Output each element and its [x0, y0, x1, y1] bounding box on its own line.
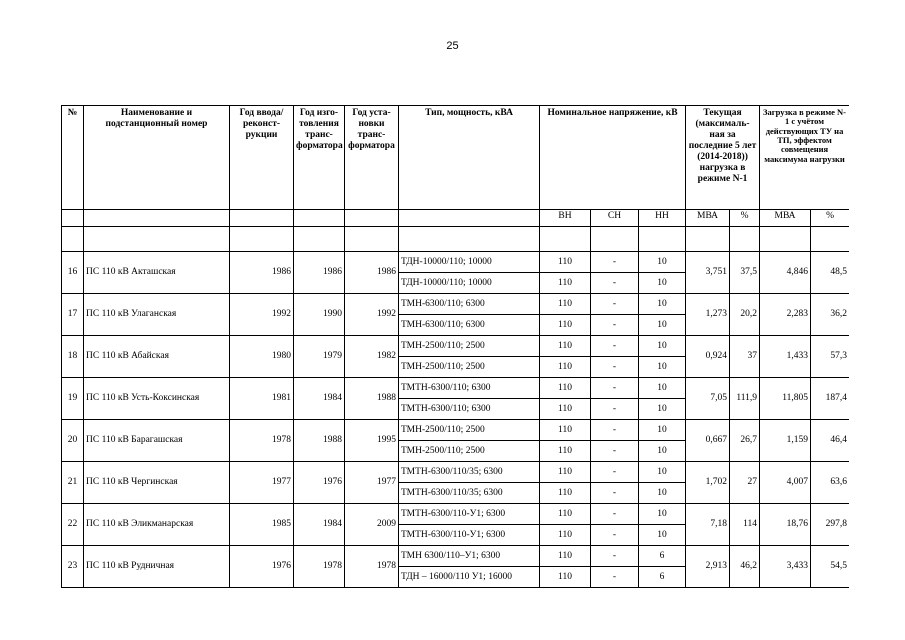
- substation-table-wrap: [61, 105, 849, 640]
- transformer-2-type: ТДН – 16000/110 У1; 16000: [399, 567, 540, 588]
- transformer-2-type: ТМТН-6300/110-У1; 6300: [399, 525, 540, 546]
- year-install-cell: 1995: [345, 420, 399, 462]
- substation-name: ПС 110 кВ Рудничная: [84, 546, 230, 588]
- header-sn: СН: [591, 210, 639, 227]
- vn-cell: 110: [540, 504, 591, 525]
- sn-cell: -: [591, 525, 639, 546]
- nn-cell: 10: [639, 399, 686, 420]
- current-mva-cell: 1,702: [686, 462, 730, 504]
- current-mva-cell: 2,913: [686, 546, 730, 588]
- header-mva-n1: МВА: [760, 210, 811, 227]
- sn-cell: -: [591, 420, 639, 441]
- table-row: [62, 546, 850, 567]
- vn-cell: 110: [540, 483, 591, 504]
- vn-cell: 110: [540, 441, 591, 462]
- row-number: 19: [62, 378, 84, 420]
- header-name: Наименование и подстанционный номер: [84, 106, 230, 210]
- n1-pct-cell: 187,4: [811, 378, 849, 420]
- vn-cell: 110: [540, 420, 591, 441]
- table-row: [62, 336, 850, 357]
- n1-mva-cell: 3,433: [760, 546, 811, 588]
- n1-mva-cell: 4,846: [760, 252, 811, 294]
- substation-name: ПС 110 кВ Чергинская: [84, 462, 230, 504]
- header-load-n1: Загрузка в режиме N-1 с учётом действующих ТУ на ТП, эффектом совмещения максимума нагрузки: [760, 106, 849, 210]
- sn-cell: -: [591, 273, 639, 294]
- header-mva-current: МВА: [686, 210, 730, 227]
- n1-pct-cell: 63,6: [811, 462, 849, 504]
- nn-cell: 10: [639, 462, 686, 483]
- year-install-cell: 1978: [345, 546, 399, 588]
- header-voltage: Номинальное напряжение, кВ: [540, 106, 686, 210]
- sn-cell: -: [591, 462, 639, 483]
- year-manuf-cell: 1979: [294, 336, 345, 378]
- transformer-1-type: ТМН-6300/110; 6300: [399, 294, 540, 315]
- table-row: [62, 252, 850, 273]
- year-install-cell: 1986: [345, 252, 399, 294]
- substation-name: ПС 110 кВ Улаганская: [84, 294, 230, 336]
- year-manuf-cell: 1984: [294, 378, 345, 420]
- nn-cell: 10: [639, 504, 686, 525]
- transformer-2-type: ТМН-2500/110; 2500: [399, 357, 540, 378]
- nn-cell: 10: [639, 378, 686, 399]
- table-row: [62, 420, 850, 441]
- sn-cell: -: [591, 315, 639, 336]
- nn-cell: 6: [639, 567, 686, 588]
- row-number: 21: [62, 462, 84, 504]
- transformer-1-type: ТМН-2500/110; 2500: [399, 336, 540, 357]
- sn-cell: -: [591, 336, 639, 357]
- year-manuf-cell: 1978: [294, 546, 345, 588]
- n1-mva-cell: 1,159: [760, 420, 811, 462]
- sn-cell: -: [591, 504, 639, 525]
- year-input-cell: 1981: [230, 378, 294, 420]
- sn-cell: -: [591, 546, 639, 567]
- row-number: 16: [62, 252, 84, 294]
- transformer-2-type: ТДН-10000/110; 10000: [399, 273, 540, 294]
- vn-cell: 110: [540, 546, 591, 567]
- substation-name: ПС 110 кВ Барагашская: [84, 420, 230, 462]
- header-year-manuf: Год изго-товления транс-форматора: [294, 106, 345, 210]
- transformer-2-type: ТМН-2500/110; 2500: [399, 441, 540, 462]
- year-manuf-cell: 1986: [294, 252, 345, 294]
- nn-cell: 6: [639, 546, 686, 567]
- nn-cell: 10: [639, 525, 686, 546]
- vn-cell: 110: [540, 315, 591, 336]
- n1-pct-cell: 36,2: [811, 294, 849, 336]
- sn-cell: -: [591, 252, 639, 273]
- transformer-1-type: ТМН 6300/110–У1; 6300: [399, 546, 540, 567]
- current-mva-cell: 1,273: [686, 294, 730, 336]
- current-pct-cell: 27: [730, 462, 760, 504]
- vn-cell: 110: [540, 462, 591, 483]
- nn-cell: 10: [639, 420, 686, 441]
- vn-cell: 110: [540, 273, 591, 294]
- header-nn: НН: [639, 210, 686, 227]
- row-number: 22: [62, 504, 84, 546]
- current-mva-cell: 7,05: [686, 378, 730, 420]
- year-manuf-cell: 1984: [294, 504, 345, 546]
- n1-mva-cell: 18,76: [760, 504, 811, 546]
- substation-name: ПС 110 кВ Акташская: [84, 252, 230, 294]
- table-row: [62, 294, 850, 315]
- vn-cell: 110: [540, 378, 591, 399]
- row-number: 17: [62, 294, 84, 336]
- vn-cell: 110: [540, 336, 591, 357]
- substation-name: ПС 110 кВ Эликманарская: [84, 504, 230, 546]
- sn-cell: -: [591, 441, 639, 462]
- current-mva-cell: 3,751: [686, 252, 730, 294]
- current-pct-cell: 46,2: [730, 546, 760, 588]
- nn-cell: 10: [639, 294, 686, 315]
- row-number: 18: [62, 336, 84, 378]
- n1-pct-cell: 57,3: [811, 336, 849, 378]
- year-input-cell: 1978: [230, 420, 294, 462]
- current-pct-cell: 20,2: [730, 294, 760, 336]
- transformer-2-type: ТМН-6300/110; 6300: [399, 315, 540, 336]
- year-manuf-cell: 1976: [294, 462, 345, 504]
- page-number: 25: [446, 40, 459, 52]
- nn-cell: 10: [639, 357, 686, 378]
- vn-cell: 110: [540, 252, 591, 273]
- current-mva-cell: 0,667: [686, 420, 730, 462]
- vn-cell: 110: [540, 525, 591, 546]
- table-row: [62, 462, 850, 483]
- sn-cell: -: [591, 483, 639, 504]
- substation-table: [61, 105, 849, 588]
- header-type: Тип, мощность, кВА: [399, 106, 540, 210]
- year-input-cell: 1986: [230, 252, 294, 294]
- sn-cell: -: [591, 399, 639, 420]
- header-pct-current: %: [730, 210, 760, 227]
- table-row: [62, 378, 850, 399]
- vn-cell: 110: [540, 567, 591, 588]
- transformer-1-type: ТМТН-6300/110/35; 6300: [399, 462, 540, 483]
- transformer-1-type: ТМН-2500/110; 2500: [399, 420, 540, 441]
- table-row: [62, 504, 850, 525]
- sn-cell: -: [591, 378, 639, 399]
- year-manuf-cell: 1990: [294, 294, 345, 336]
- transformer-1-type: ТМТН-6300/110-У1; 6300: [399, 504, 540, 525]
- year-input-cell: 1980: [230, 336, 294, 378]
- n1-mva-cell: 11,805: [760, 378, 811, 420]
- vn-cell: 110: [540, 399, 591, 420]
- nn-cell: 10: [639, 441, 686, 462]
- current-mva-cell: 0,924: [686, 336, 730, 378]
- nn-cell: 10: [639, 483, 686, 504]
- year-install-cell: 1988: [345, 378, 399, 420]
- year-input-cell: 1985: [230, 504, 294, 546]
- year-install-cell: 1992: [345, 294, 399, 336]
- year-input-cell: 1976: [230, 546, 294, 588]
- year-input-cell: 1977: [230, 462, 294, 504]
- substation-name: ПС 110 кВ Абайская: [84, 336, 230, 378]
- year-manuf-cell: 1988: [294, 420, 345, 462]
- year-input-cell: 1992: [230, 294, 294, 336]
- current-pct-cell: 37: [730, 336, 760, 378]
- transformer-2-type: ТМТН-6300/110; 6300: [399, 399, 540, 420]
- current-mva-cell: 7,18: [686, 504, 730, 546]
- vn-cell: 110: [540, 357, 591, 378]
- header-year-input: Год ввода/ реконст-рукции: [230, 106, 294, 210]
- sn-cell: -: [591, 567, 639, 588]
- current-pct-cell: 37,5: [730, 252, 760, 294]
- year-install-cell: 1977: [345, 462, 399, 504]
- transformer-1-type: ТМТН-6300/110; 6300: [399, 378, 540, 399]
- transformer-2-type: ТМТН-6300/110/35; 6300: [399, 483, 540, 504]
- table-body: [62, 252, 850, 588]
- n1-mva-cell: 4,007: [760, 462, 811, 504]
- sn-cell: -: [591, 294, 639, 315]
- n1-mva-cell: 2,283: [760, 294, 811, 336]
- current-pct-cell: 111,9: [730, 378, 760, 420]
- row-number: 23: [62, 546, 84, 588]
- transformer-1-type: ТДН-10000/110; 10000: [399, 252, 540, 273]
- nn-cell: 10: [639, 273, 686, 294]
- substation-name: ПС 110 кВ Усть-Коксинская: [84, 378, 230, 420]
- n1-pct-cell: 46,4: [811, 420, 849, 462]
- vn-cell: 110: [540, 294, 591, 315]
- nn-cell: 10: [639, 336, 686, 357]
- header-no: №: [62, 106, 84, 210]
- row-number: 20: [62, 420, 84, 462]
- n1-pct-cell: 54,5: [811, 546, 849, 588]
- nn-cell: 10: [639, 252, 686, 273]
- header-pct-n1: %: [811, 210, 849, 227]
- n1-mva-cell: 1,433: [760, 336, 811, 378]
- sn-cell: -: [591, 357, 639, 378]
- header-current-load: Текущая (максималь-ная за последние 5 лет (2014-2018)) нагрузка в режиме N-1: [686, 106, 760, 210]
- year-install-cell: 2009: [345, 504, 399, 546]
- header-year-install: Год уста-новки транс-форматора: [345, 106, 399, 210]
- year-install-cell: 1982: [345, 336, 399, 378]
- n1-pct-cell: 48,5: [811, 252, 849, 294]
- n1-pct-cell: 297,8: [811, 504, 849, 546]
- current-pct-cell: 114: [730, 504, 760, 546]
- nn-cell: 10: [639, 315, 686, 336]
- header-vn: ВН: [540, 210, 591, 227]
- current-pct-cell: 26,7: [730, 420, 760, 462]
